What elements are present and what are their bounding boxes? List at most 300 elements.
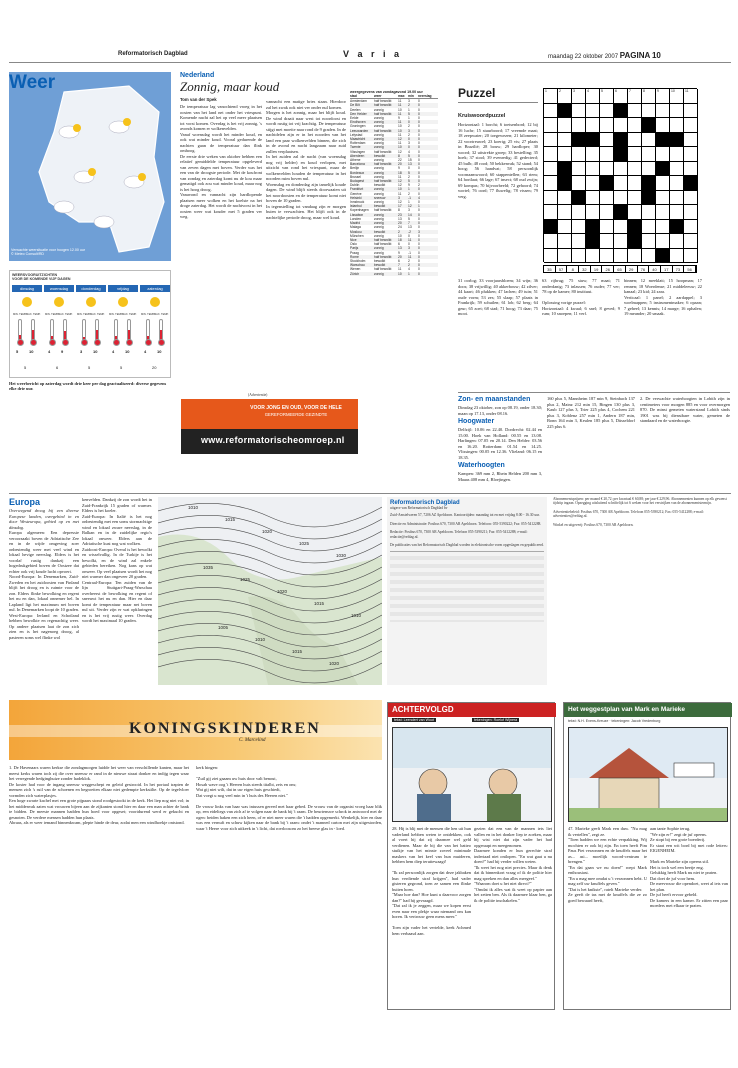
table-cell: bewolkt	[374, 183, 386, 188]
comic-panel	[568, 727, 728, 822]
comic2-credit: tekst: N.H. Evens-Kreuze · tekeningen: Jacob Vredenburg	[568, 719, 661, 723]
comic-achtervolgd	[387, 702, 555, 1010]
table-cell: München	[350, 233, 364, 238]
table-cell: half bewolkt	[374, 111, 392, 116]
table-cell: 3	[408, 99, 410, 104]
grid-cell[interactable]	[642, 234, 656, 249]
grid-cell[interactable]: 1	[544, 89, 558, 104]
table-cell: 0	[418, 149, 420, 154]
table-cell: 2	[408, 191, 410, 196]
grid-cell[interactable]	[670, 191, 684, 206]
table-cell: bewolkt	[374, 153, 386, 158]
table-cell: zonnig	[374, 221, 384, 226]
grid-cell[interactable]	[572, 249, 586, 264]
strip-cell[interactable]: 35	[544, 266, 556, 272]
grid-cell[interactable]	[544, 205, 558, 220]
radio-ad[interactable]	[181, 399, 358, 454]
table-cell: zonnig	[374, 170, 384, 175]
thermometer	[63, 319, 67, 341]
grid-cell[interactable]	[642, 205, 656, 220]
table-cell: 0	[418, 216, 420, 221]
table-cell: 0	[418, 237, 420, 242]
grid-cell[interactable]	[544, 147, 558, 162]
strip-cell[interactable]: 26	[602, 266, 614, 272]
table-cell: half bewolkt	[374, 208, 392, 213]
table-cell: 0	[418, 141, 420, 146]
grid-cell[interactable]	[614, 191, 628, 206]
isobar-label: 1005	[218, 625, 229, 630]
table-cell: 0	[418, 246, 420, 251]
isobar-label: 1025	[240, 577, 251, 582]
table-cell: 12	[398, 149, 402, 154]
comic1-credit1: tekst: Leendert van Wout	[394, 718, 434, 722]
table-cell: 11	[398, 141, 402, 146]
ad-line1: VOOR JONG EN OUD, VOOR DE HELE	[250, 405, 342, 411]
grid-cell	[670, 133, 684, 148]
table-cell: Londen	[350, 216, 362, 221]
grid-cell	[614, 133, 628, 148]
grid-cell[interactable]	[544, 162, 558, 177]
strip-cell[interactable]: 40	[649, 266, 661, 272]
grid-cell[interactable]	[544, 104, 558, 119]
grid-cell	[614, 147, 628, 162]
column-header: stad	[350, 94, 357, 98]
grid-cell[interactable]	[586, 176, 600, 191]
strip-cell[interactable]: 56	[684, 266, 696, 272]
forecast-box	[9, 270, 171, 378]
grid-cell[interactable]	[684, 191, 698, 206]
grid-cell	[642, 118, 656, 133]
grid-cell[interactable]	[628, 104, 642, 119]
thermometer	[114, 319, 118, 341]
table-cell: 2	[408, 103, 410, 108]
grid-cell[interactable]	[600, 234, 614, 249]
grid-cell	[558, 176, 572, 191]
table-cell: Lelystad	[350, 132, 363, 137]
thermometer-bulb	[30, 339, 37, 346]
grid-cell[interactable]	[670, 162, 684, 177]
table-cell: Budapest	[350, 179, 364, 184]
thermometer	[146, 319, 150, 341]
table-cell: 1	[418, 204, 420, 209]
grid-cell[interactable]	[600, 162, 614, 177]
table-cell: 0	[418, 208, 420, 213]
story-banner	[9, 700, 382, 760]
grid-cell	[558, 104, 572, 119]
grid-cell[interactable]	[670, 147, 684, 162]
grid-cell[interactable]	[586, 104, 600, 119]
grid-cell[interactable]: 10	[670, 89, 684, 104]
table-cell: Warschau	[350, 263, 365, 268]
temp-value: 3	[80, 349, 83, 354]
grid-cell[interactable]	[572, 205, 586, 220]
story-author: C. Marcelind	[239, 738, 266, 743]
grid-cell[interactable]	[544, 118, 558, 133]
grid-cell[interactable]	[614, 249, 628, 264]
grid-cell[interactable]	[572, 220, 586, 235]
table-cell: 0	[408, 166, 410, 171]
grid-cell[interactable]	[614, 176, 628, 191]
strip-cell[interactable]: 29	[626, 266, 638, 272]
table-cell: Barcelona	[350, 162, 365, 167]
thermometer-bulb	[94, 339, 101, 346]
table-cell: 0	[418, 103, 420, 108]
table-cell: half bewolkt	[374, 242, 392, 247]
sun-icon	[138, 173, 146, 181]
hoogwater-title: Hoogwater	[458, 418, 495, 425]
isobar-map	[158, 497, 382, 685]
table-cell: Twente	[350, 145, 361, 150]
grid-cell[interactable]: 8	[642, 89, 656, 104]
strip-cell[interactable]: 73	[673, 266, 685, 272]
grid-cell[interactable]	[572, 162, 586, 177]
grid-cell[interactable]	[628, 162, 642, 177]
table-cell: 13	[408, 162, 412, 167]
table-cell: zonnig	[374, 107, 384, 112]
colofon-title: Reformatorisch Dagblad	[390, 500, 460, 506]
grid-cell[interactable]	[614, 162, 628, 177]
grid-cell	[572, 133, 586, 148]
table-cell: zonnig	[374, 116, 384, 121]
table-cell: 2	[408, 174, 410, 179]
grid-cell[interactable]	[572, 118, 586, 133]
table-cell: Innsbruck	[350, 200, 365, 205]
grid-cell[interactable]	[628, 133, 642, 148]
strip-cell[interactable]: 65	[614, 266, 626, 272]
article-title: Zonnig, maar koud	[180, 79, 280, 94]
grid-cell	[670, 220, 684, 235]
grid-cell[interactable]	[628, 205, 642, 220]
strip-cell[interactable]: 19	[591, 266, 603, 272]
table-cell: 5	[408, 111, 410, 116]
grid-cell[interactable]	[684, 220, 698, 235]
grid-cell[interactable]	[558, 205, 572, 220]
table-cell: 0	[418, 99, 420, 104]
grid-cell[interactable]	[642, 104, 656, 119]
table-cell: 0	[418, 124, 420, 129]
grid-cell[interactable]	[600, 205, 614, 220]
table-cell: 24	[398, 225, 402, 230]
temp-label: MIN. TEMP.	[141, 313, 155, 316]
grid-cell[interactable]	[614, 220, 628, 235]
grid-cell	[600, 176, 614, 191]
table-cell: bewolkt	[374, 263, 386, 268]
temp-value: 4	[112, 349, 115, 354]
grid-cell[interactable]	[544, 191, 558, 206]
grid-cell[interactable]	[656, 205, 670, 220]
sun-icon	[150, 297, 160, 307]
strip-cell[interactable]: 8	[567, 266, 579, 272]
grid-cell[interactable]: 3	[572, 89, 586, 104]
grid-cell[interactable]	[656, 104, 670, 119]
table-row	[350, 272, 438, 276]
table-cell: 0	[418, 267, 420, 272]
grid-cell[interactable]	[642, 133, 656, 148]
grid-cell[interactable]	[684, 118, 698, 133]
grid-cell[interactable]	[558, 133, 572, 148]
grid-cell[interactable]	[544, 249, 558, 264]
grid-cell[interactable]	[600, 191, 614, 206]
grid-cell[interactable]	[586, 118, 600, 133]
table-cell: 17	[398, 204, 402, 209]
grid-cell[interactable]	[572, 176, 586, 191]
table-cell: 0	[418, 179, 420, 184]
grid-cell[interactable]	[684, 205, 698, 220]
grid-cell[interactable]	[600, 147, 614, 162]
grid-cell[interactable]	[586, 249, 600, 264]
table-cell: 12	[398, 183, 402, 188]
grid-cell[interactable]	[684, 234, 698, 249]
temp-value: 9	[61, 349, 64, 354]
table-cell: 0	[418, 145, 420, 150]
grid-cell[interactable]	[628, 118, 642, 133]
grid-cell[interactable]	[670, 249, 684, 264]
table-cell: zonnig	[374, 233, 384, 238]
grid-cell[interactable]	[558, 118, 572, 133]
table-cell: 14	[408, 212, 412, 217]
grid-cell[interactable]	[600, 133, 614, 148]
table-cell: 0	[408, 137, 410, 142]
grid-cell	[614, 104, 628, 119]
table-cell: bewolkt	[374, 229, 386, 234]
isobar-label: 1030	[336, 553, 347, 558]
grid-cell[interactable]	[656, 118, 670, 133]
grid-cell[interactable]: 5	[600, 89, 614, 104]
grid-cell[interactable]	[670, 104, 684, 119]
article-byline: Tom van der Spek	[180, 97, 217, 102]
grid-cell[interactable]	[656, 234, 670, 249]
table-cell: 15	[408, 158, 412, 163]
table-cell: 10	[398, 271, 402, 276]
grid-cell	[586, 220, 600, 235]
grid-cell[interactable]	[642, 162, 656, 177]
grid-cell[interactable]	[670, 118, 684, 133]
table-cell: 1	[408, 200, 410, 205]
table-cell: Oslo	[350, 242, 357, 247]
grid-cell[interactable]	[670, 234, 684, 249]
table-cell: zonnig	[374, 166, 384, 171]
grid-cell[interactable]	[558, 234, 572, 249]
table-cell: 11	[398, 99, 402, 104]
table-cell: 0	[418, 263, 420, 268]
grid-cell[interactable]	[670, 205, 684, 220]
ad-label: (Advertentie)	[248, 393, 268, 397]
comic-panel	[392, 727, 552, 822]
table-cell: 0	[408, 145, 410, 150]
grid-cell[interactable]: 11	[684, 89, 698, 104]
grid-cell[interactable]: 7	[628, 89, 642, 104]
hoogwater-text: Delfzijl: 10.06 en 22.40. Dordrecht: 02.44 en 15.00. Hoek van Holland: 00.55 en 13.08. Harlingen: 07.05 en 20.14. Den Helder: 03.56 en 16.20. Rotterdam: 01.54 en 14.25. Vlissingen: 00.05 en 12.36. Vlieland: 06.15 en 18.35.	[458, 427, 542, 460]
grid-cell[interactable]	[656, 220, 670, 235]
table-cell: -1	[408, 195, 411, 200]
table-cell: Leeuwarden	[350, 128, 369, 133]
grid-cell[interactable]	[628, 249, 642, 264]
grid-cell[interactable]: 6	[614, 89, 628, 104]
table-cell: 9	[408, 183, 410, 188]
grid-cell	[642, 176, 656, 191]
grid-cell[interactable]: 2	[558, 89, 572, 104]
grid-cell	[572, 191, 586, 206]
grid-cell[interactable]	[544, 133, 558, 148]
grid-cell[interactable]	[586, 191, 600, 206]
temp-label: MIN. TEMP.	[13, 313, 27, 316]
grid-cell[interactable]	[600, 118, 614, 133]
grid-cell	[656, 162, 670, 177]
grid-cell[interactable]	[614, 234, 628, 249]
grid-cell[interactable]	[558, 147, 572, 162]
table-cell: Aberdeen	[350, 153, 365, 158]
table-cell: Stockholm	[350, 258, 366, 263]
date-text: maandag 22 oktober 2007	[548, 54, 619, 60]
grid-cell[interactable]: 4	[586, 89, 600, 104]
table-cell: Kopenhagen	[350, 208, 369, 213]
isobar-label: 1010	[188, 505, 199, 510]
grid-cell[interactable]	[656, 176, 670, 191]
weather-map	[9, 72, 171, 261]
grid-cell[interactable]	[684, 162, 698, 177]
thermometer-bulb	[17, 339, 24, 346]
table-cell: Rotterdam	[350, 141, 366, 146]
isobar-label: 1010	[255, 637, 266, 642]
table-cell: Genève	[350, 191, 362, 196]
table-cell: zonnig	[374, 225, 384, 230]
table-cell: 6	[398, 258, 400, 263]
table-cell: 2	[418, 183, 420, 188]
grid-cell[interactable]	[558, 191, 572, 206]
table-cell: 0	[418, 174, 420, 179]
grid-cell[interactable]	[544, 234, 558, 249]
table-cell: 12	[408, 204, 412, 209]
grid-cell[interactable]	[656, 147, 670, 162]
europe-text: Europa algemeen: Een depressie veroorzaakt boven de Adriatische Zee en in de wijde omgeving zoer onbestendig weer met veel wind en lokaal hevige neerslag. Elders is het voorlaf rustig dankzij een hogedrukgebied boven de Oostzee dat echter ook vrij koude lucht opvoert. Noord-Europa: In Denemarken, Zuid-Zweden en het zuidoosten van Finland blijft het droog en is ruimte voor de zon. Elders flinke bewolking en regent het nu en dan, lokaal onnemer hel. In Lapland ligt het maximum net boven nul. In Denemarken loopt de 10 graden. West-Europa: Ierland en Schotland hebben bewolkte en regenachtig weer. Op andere plaatsen laat de zon zich zien en is het nagenoeg droog, al pasteren soms wel flinke wol	[9, 530, 79, 640]
table-cell: Athene	[350, 158, 361, 163]
table-cell: Malaga	[350, 225, 361, 230]
isobar-label: 1015	[292, 649, 303, 654]
grid-cell[interactable]	[628, 191, 642, 206]
ad-line2: GEREFORMEERDE GEZINDTE	[264, 412, 328, 417]
grid-cell[interactable]	[684, 249, 698, 264]
grid-cell[interactable]	[586, 162, 600, 177]
isobar-line	[158, 515, 382, 539]
table-cell: half bewolkt	[374, 162, 392, 167]
comic2-col1: 47. Marieke geeft Mark een duw. "Nu mag ik vertellen", zegt ze. "Toen hadden we een echte verpakking. Wij mochten er ook bij zijn. En toen heeft Pim Paus Piet verzonnen en de knuffels maar het as... asi... moeilijk woord-centrum te brengen." "En dat gaan we nu doen!" roept Mark enthousiast. "En u mag mee omdat u 't verzonnen hebt. U mag zelf uw knuffels geven." "Dat is het knikste", ratelt Marieke verder. Ze geeft de tas met de knuffels die ze zo goed bewaard heeft,	[568, 826, 647, 903]
day-label: dinsdag	[12, 285, 42, 292]
grid-cell[interactable]	[642, 249, 656, 264]
table-cell: 3	[408, 141, 410, 146]
table-cell: Praag	[350, 250, 359, 255]
table-cell: half bewolkt	[374, 99, 392, 104]
grid-cell[interactable]	[656, 191, 670, 206]
story-title: KONINGSKINDEREN	[129, 720, 321, 737]
thermometer	[82, 319, 86, 341]
grid-cell[interactable]	[684, 133, 698, 148]
crossword-grid[interactable]	[543, 88, 697, 262]
grid-cell[interactable]	[572, 147, 586, 162]
grid-cell[interactable]	[600, 104, 614, 119]
table-cell: Den Helder	[350, 111, 367, 116]
table-cell: Maastricht	[350, 137, 366, 142]
grid-cell[interactable]	[558, 220, 572, 235]
strip-cell[interactable]: 17	[661, 266, 673, 272]
water-col2: 160 plus 5, Mannheim 187 min 9, Steinbach 137 plus 2, Mainz 212 min 15, Bingen 130 plus 3, Kaub 127 plus 3, Trier 225 plus 4, Cochem 221 plus 3, Koblenz 257 min 1, Andern 187 min, Bonn 164 min 3, Keulen 185 plus 5, Düsseldorf 225 plus 6.	[547, 396, 635, 429]
table-cell: half bewolkt	[374, 179, 392, 184]
comic1-credit2: tekeningen: Roelof Wijnera	[474, 718, 518, 722]
table-cell: 7	[408, 221, 410, 226]
temp-label: MAX. TEMP.	[26, 313, 41, 316]
comic-drawing	[569, 728, 727, 821]
grid-cell[interactable]	[572, 104, 586, 119]
table-cell: 0	[418, 153, 420, 158]
grid-cell[interactable]	[684, 147, 698, 162]
comic-drawing	[393, 728, 551, 821]
table-cell: 11	[398, 174, 402, 179]
grid-cell[interactable]	[558, 249, 572, 264]
grid-cell[interactable]: 9	[656, 89, 670, 104]
grid-cell[interactable]	[586, 205, 600, 220]
table-cell: 22	[398, 158, 402, 163]
table-cell: 3	[408, 208, 410, 213]
thermometer-bulb	[62, 339, 69, 346]
isobar-label: 1020	[262, 529, 273, 534]
table-cell: 2	[408, 124, 410, 129]
table-cell: Eindhoven	[350, 120, 366, 125]
strip-cell[interactable]: 76	[638, 266, 650, 272]
grid-cell	[684, 176, 698, 191]
temp-label: MAX. TEMP.	[154, 313, 169, 316]
grid-cell[interactable]	[670, 176, 684, 191]
comic2-col2: aan tante Sophie terug. "We zijn er!" zegt de juf opeens. Ze stopt bij een grote boerderij. Er staat een wit bord bij met rode letters: EIGENHEIM. Mark en Marieke zijn opeens stil. Het is toch wel een beetje eng. Gelukkig heeft Mark nu niet te praten. Dat doet de juf voor hem. De meevrouw die opendoet, weet al iets van het plan. De juf heeft ervoor gebeld. De kamers in een kamer. Er zitten een paar moeders met elkaar te praten.	[650, 826, 728, 908]
table-cell: 12	[398, 179, 402, 184]
temp-label: MAX. TEMP.	[122, 313, 137, 316]
sun-icon	[22, 297, 32, 307]
table-cell: 12	[398, 137, 402, 142]
table-cell: Rome	[350, 254, 359, 259]
grid-cell[interactable]	[684, 104, 698, 119]
table-cell: 11	[398, 103, 402, 108]
temp-label: MIN. TEMP.	[77, 313, 91, 316]
temp-value: 4	[48, 349, 51, 354]
grid-cell[interactable]	[544, 176, 558, 191]
water-text: Kampen: 369 mm 2, Rhein Helden 200 mm 3, Maaas 408 mm 4, Bloejingen.	[458, 471, 542, 482]
grid-cell[interactable]	[600, 220, 614, 235]
table-cell: 20	[398, 254, 402, 259]
table-cell: 0	[418, 225, 420, 230]
isobar-label: 1020	[329, 661, 340, 666]
table-cell: zonnig	[374, 158, 384, 163]
table-cell: zonnig	[374, 271, 384, 276]
table-cell: 10	[398, 128, 402, 133]
table-cell: 1	[408, 187, 410, 192]
grid-cell[interactable]	[614, 118, 628, 133]
grid-cell[interactable]	[572, 234, 586, 249]
ad-url[interactable]: www.reformatorischeomroep.nl	[201, 435, 345, 445]
table-cell: 13	[408, 225, 412, 230]
table-cell: Bordeaux	[350, 170, 365, 175]
grid-cell[interactable]	[642, 147, 656, 162]
strip-cell[interactable]: 32	[579, 266, 591, 272]
grid-cell[interactable]	[628, 147, 642, 162]
sun-text: Dinsdag 23 oktober, zon op 08.19, onder 18.30; maan op 17.13, onder 08.16.	[458, 405, 542, 416]
strip-cell[interactable]: 57	[556, 266, 568, 272]
table-cell: 9	[398, 116, 400, 121]
grid-cell[interactable]	[600, 249, 614, 264]
grid-cell[interactable]	[586, 147, 600, 162]
grid-cell[interactable]	[642, 220, 656, 235]
grid-cell[interactable]	[628, 176, 642, 191]
table-cell: Helsinki	[350, 195, 362, 200]
table-cell: 1	[408, 107, 410, 112]
sun-icon	[118, 297, 128, 307]
